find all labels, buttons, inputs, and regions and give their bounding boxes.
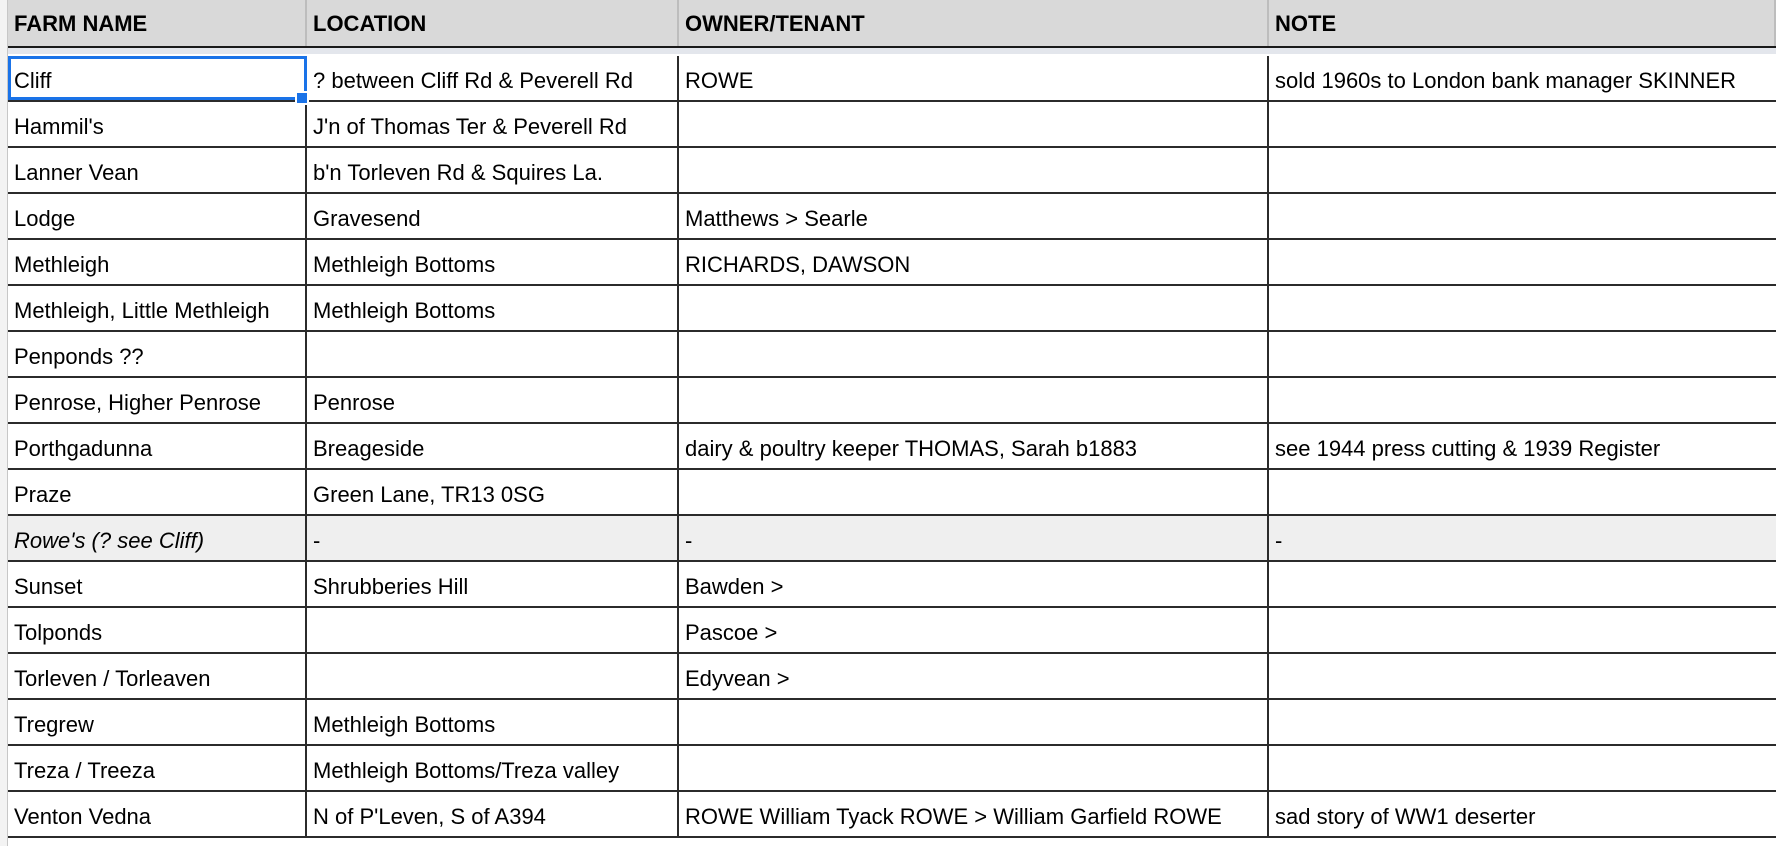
table-cell[interactable]: Torleven / Torleaven — [8, 654, 307, 698]
table-cell[interactable]: Methleigh Bottoms — [307, 240, 679, 284]
table-cell[interactable]: Penponds ?? — [8, 332, 307, 376]
table-cell[interactable]: RICHARDS, DAWSON — [679, 240, 1269, 284]
table-cell[interactable] — [679, 746, 1269, 790]
table-cell[interactable] — [1269, 562, 1776, 606]
table-row — [8, 516, 1776, 562]
table-cell[interactable]: Edyvean > — [679, 654, 1269, 698]
table-cell[interactable]: Rowe's (? see Cliff) — [8, 516, 307, 560]
table-cell[interactable]: Lanner Vean — [8, 148, 307, 192]
table-cell[interactable]: Tolponds — [8, 608, 307, 652]
table-cell[interactable] — [679, 102, 1269, 146]
fill-handle[interactable] — [295, 91, 309, 105]
table-cell[interactable]: Treza / Treeza — [8, 746, 307, 790]
table-cell[interactable] — [1269, 378, 1776, 422]
column-header-owner-tenant[interactable]: OWNER/TENANT — [679, 0, 1269, 46]
table-cell[interactable] — [1269, 700, 1776, 744]
table-row — [8, 792, 1776, 838]
table-cell[interactable]: b'n Torleven Rd & Squires La. — [307, 148, 679, 192]
table-cell[interactable]: Shrubberies Hill — [307, 562, 679, 606]
table-cell[interactable] — [307, 332, 679, 376]
table-cell[interactable]: see 1944 press cutting & 1939 Register — [1275, 436, 1661, 461]
table-cell[interactable]: J'n of Thomas Ter & Peverell Rd — [307, 102, 679, 146]
table-row — [8, 286, 1776, 332]
table-row — [8, 148, 1776, 194]
table-row — [8, 608, 1776, 654]
table-row — [8, 194, 1776, 240]
table-row — [8, 48, 1776, 102]
table-row — [8, 424, 1776, 470]
table-cell[interactable]: sad story of WW1 deserter — [1275, 804, 1536, 829]
table-cell[interactable] — [1269, 148, 1776, 192]
table-cell[interactable] — [1269, 470, 1776, 514]
table-cell[interactable] — [1269, 102, 1776, 146]
table-cell[interactable]: Venton Vedna — [8, 792, 307, 836]
table-cell[interactable]: Breageside — [307, 424, 679, 468]
row-gutter — [0, 0, 8, 846]
table-cell[interactable]: Lodge — [8, 194, 307, 238]
table-cell[interactable]: - — [1275, 528, 1283, 553]
table-cell[interactable]: Gravesend — [307, 194, 679, 238]
table-cell[interactable]: ROWE — [679, 56, 1269, 100]
table-cell[interactable] — [1269, 286, 1776, 330]
table-cell[interactable]: Methleigh — [8, 240, 307, 284]
table-cell[interactable] — [679, 286, 1269, 330]
table-cell[interactable] — [1269, 654, 1776, 698]
header-row — [8, 0, 1776, 48]
table-cell[interactable] — [1269, 332, 1776, 376]
table-cell[interactable]: - — [679, 516, 1269, 560]
column-header-farm-name[interactable]: FARM NAME — [8, 0, 307, 46]
table-cell[interactable]: Sunset — [8, 562, 307, 606]
column-header-location[interactable]: LOCATION — [307, 0, 679, 46]
table-cell[interactable]: Methleigh Bottoms — [307, 286, 679, 330]
table-cell[interactable]: - — [307, 516, 679, 560]
table-cell[interactable] — [679, 470, 1269, 514]
table-row — [8, 470, 1776, 516]
table-cell[interactable] — [679, 332, 1269, 376]
table-cell[interactable]: Hammil's — [8, 102, 307, 146]
table-cell[interactable]: Bawden > — [679, 562, 1269, 606]
table-row — [8, 240, 1776, 286]
table-cell[interactable] — [679, 378, 1269, 422]
table-cell[interactable]: Matthews > Searle — [679, 194, 1269, 238]
table-row — [8, 332, 1776, 378]
table-cell[interactable]: Tregrew — [8, 700, 307, 744]
table-cell[interactable]: N of P'Leven, S of A394 — [307, 792, 679, 836]
table-cell[interactable]: ROWE William Tyack ROWE > William Garfield ROWE — [679, 792, 1269, 836]
table-row — [8, 562, 1776, 608]
table-cell[interactable]: Methleigh Bottoms — [307, 700, 679, 744]
table-cell[interactable]: Porthgadunna — [8, 424, 307, 468]
table-cell[interactable] — [1269, 608, 1776, 652]
table-cell[interactable]: Penrose, Higher Penrose — [8, 378, 307, 422]
table-row — [8, 378, 1776, 424]
table-cell[interactable] — [1269, 194, 1776, 238]
table-cell[interactable] — [1269, 746, 1776, 790]
table-row — [8, 746, 1776, 792]
table-row — [8, 654, 1776, 700]
column-header-note[interactable]: NOTE — [1269, 0, 1776, 46]
table-cell[interactable]: Green Lane, TR13 0SG — [307, 470, 679, 514]
table-cell[interactable]: dairy & poultry keeper THOMAS, Sarah b1883 — [679, 424, 1269, 468]
table-cell[interactable]: Penrose — [307, 378, 679, 422]
table-cell[interactable] — [679, 700, 1269, 744]
table-cell[interactable]: Pascoe > — [679, 608, 1269, 652]
table-cell[interactable]: Methleigh Bottoms/Treza valley — [307, 746, 679, 790]
table-cell[interactable]: Methleigh, Little Methleigh — [8, 286, 307, 330]
table-row — [8, 102, 1776, 148]
table-cell[interactable] — [307, 654, 679, 698]
table-cell[interactable]: ? between Cliff Rd & Peverell Rd — [307, 56, 679, 100]
table-cell[interactable]: sold 1960s to London bank manager SKINNER — [1275, 68, 1737, 93]
spreadsheet-grid — [8, 0, 1776, 846]
table-row — [8, 700, 1776, 746]
table-cell[interactable]: Praze — [8, 470, 307, 514]
table-cell[interactable] — [1269, 240, 1776, 284]
table-cell[interactable] — [679, 148, 1269, 192]
table-cell[interactable] — [307, 608, 679, 652]
table-cell-selected[interactable]: Cliff — [8, 56, 307, 100]
